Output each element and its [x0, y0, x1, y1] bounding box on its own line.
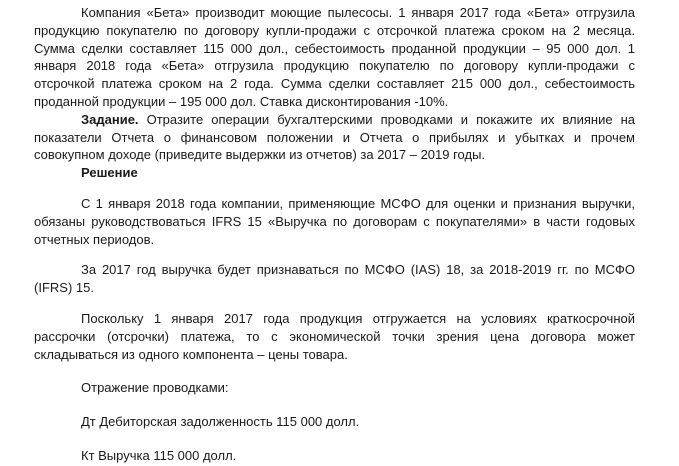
- solution-paragraph-3: Поскольку 1 января 2017 года продукция отгружается на условиях краткосрочной рассрочки (отсрочки) платежа, то с экономической точки зрения цена договора может складываться из одного компонента – цены товара.: [34, 310, 635, 362]
- problem-paragraph: Компания «Бета» производит моющие пылесосы. 1 января 2017 года «Бета» отгрузила продукцию покупателю по договору купли-продажи с отсрочкой платежа сроком на 2 месяца. Сумма сделки составляет 115 000 дол., себестоимость проданной продукции – 95 000 дол. 1 января 2018 года «Бета» отгрузила продукцию покупателю по договору купли-продажи с отсрочкой платежа сроком на 2 года. Сумма сделки составляет 215 000 дол., себестоимость проданной продукции – 195 000 дол. Ставка дисконтирования -10%.: [34, 5, 635, 109]
- entry-debit: Дт Дебиторская задолженность 115 000 долл.: [81, 414, 360, 430]
- entries-heading: Отражение проводками:: [81, 380, 229, 396]
- solution-paragraph-2: За 2017 год выручка будет признаваться по МСФО (IAS) 18, за 2018-2019 гг. по МСФО (IFRS) 15.: [34, 262, 635, 296]
- entry-credit: Кт Выручка 115 000 долл.: [81, 447, 237, 463]
- solution-paragraph-1: С 1 января 2018 года компании, применяющие МСФО для оценки и признания выручки, обязаны руководствоваться IFRS 15 «Выручка по договорам с покупателями» в части годовых отчетных периодов.: [34, 195, 635, 247]
- task-text: Отразите операции бухгалтерскими проводками и покажите их влияние на показатели Отчета о финансовом положении и Отчета о прибылях и убытках и прочем совокупном доходе (приведите выдержки из отчетов) за 2017 – 2019 годы.: [34, 111, 635, 163]
- task-paragraph: [34, 111, 635, 164]
- task-label: Задание.: [81, 111, 139, 127]
- solution-heading: Решение: [81, 165, 138, 181]
